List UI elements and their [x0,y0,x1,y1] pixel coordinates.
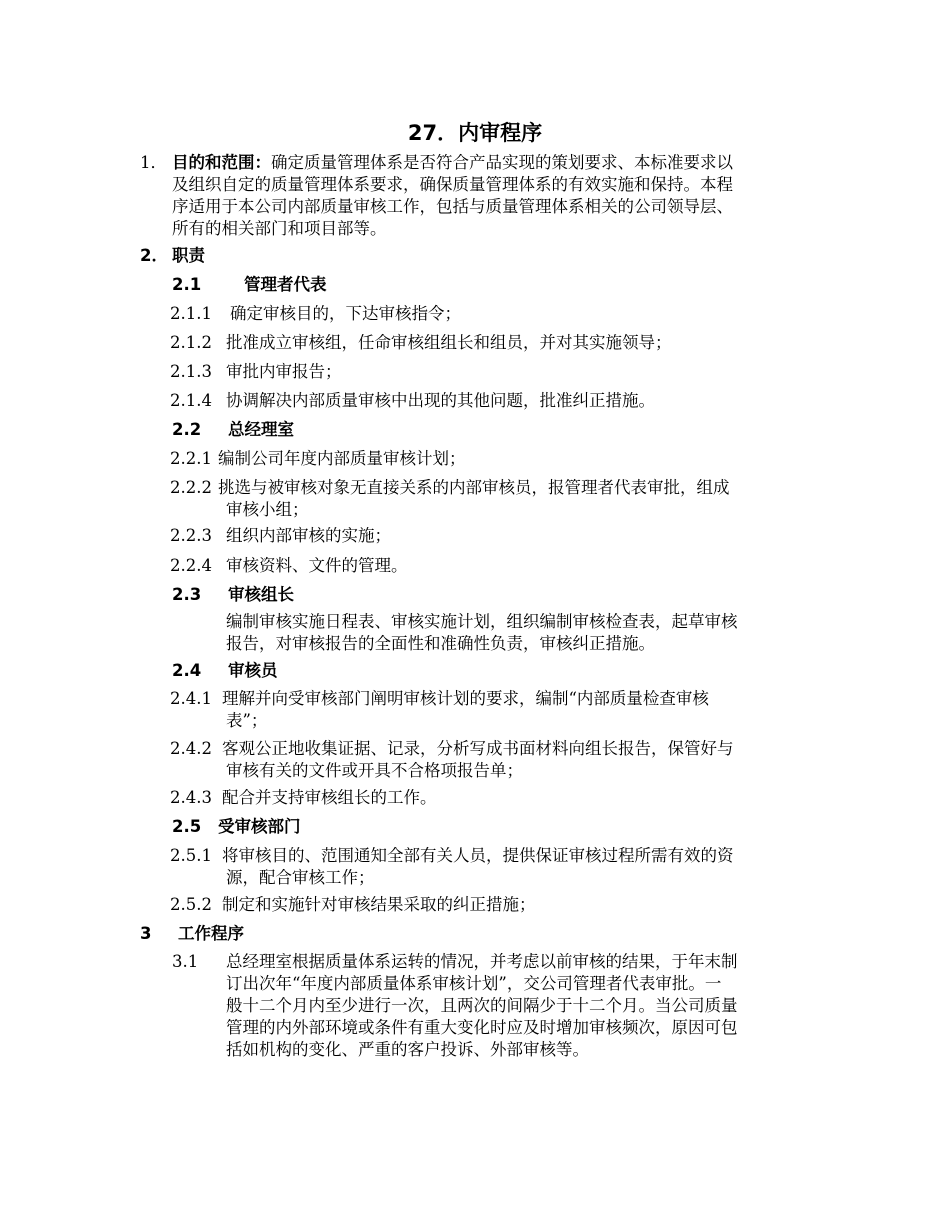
section-2-4-number: 2.4 [172,661,202,680]
item-2-4-3-text: 配合并支持审核组长的工作。 [222,788,437,807]
item-2-2-2-text: 挑选与被审核对象无直接关系的内部审核员，报管理者代表审批，组成 [218,478,730,497]
item-2-2-3-number: 2.2.3 [170,526,212,545]
page-title: 27．内审程序 [407,121,543,145]
section-1-number: 1． [140,153,167,172]
item-2-4-1-number: 2.4.1 [170,689,212,708]
item-2-2-1-number: 2.2.1 [170,449,212,468]
item-3-1-text-line-5: 括如机构的变化、严重的客户投诉、外部审核等。 [226,1040,589,1059]
section-2-4-heading: 审核员 [228,661,278,680]
item-2-2-3-text: 组织内部审核的实施； [226,526,391,545]
section-1-label: 目的和范围： [172,153,271,172]
item-2-1-2-text: 批准成立审核组，任命审核组组长和组员，并对其实施领导； [226,333,672,352]
item-2-5-1-text: 将审核目的、范围通知全部有关人员，提供保证审核过程所需有效的资 [222,846,734,865]
section-3-heading: 工作程序 [178,924,244,943]
item-3-1-number: 3.1 [172,952,199,971]
item-3-1-text-line-4: 管理的内外部环境或条件有重大变化时应及时增加审核频次，原因可包 [226,1018,738,1037]
section-2-heading: 职责 [172,246,205,265]
item-2-4-2-text-cont: 审核有关的文件或开具不合格项报告单； [226,761,523,780]
item-2-2-2-number: 2.2.2 [170,478,212,497]
section-2-number: 2． [140,246,168,265]
item-2-5-1-number: 2.5.1 [170,846,212,865]
section-1-text-line-4: 所有的相关部门和项目部等。 [172,219,387,238]
item-2-5-2-number: 2.5.2 [170,895,212,914]
item-2-4-2-text: 客观公正地收集证据、记录，分析写成书面材料向组长报告，保管好与 [222,739,734,758]
item-2-2-4-text: 审核资料、文件的管理。 [226,556,408,575]
section-2-3-number: 2.3 [172,585,202,604]
item-2-2-4-number: 2.2.4 [170,556,212,575]
section-2-2-number: 2.2 [172,420,202,439]
item-2-1-4-number: 2.1.4 [170,391,212,410]
item-2-4-1-text: 理解并向受审核部门阐明审核计划的要求，编制“内部质量检查审核 [222,689,709,708]
section-2-2-heading: 总经理室 [228,420,294,439]
item-2-1-3-number: 2.1.3 [170,362,212,381]
section-2-1-heading: 管理者代表 [244,275,327,294]
item-2-2-1-text: 编制公司年度内部质量审核计划； [218,449,466,468]
item-2-4-3-number: 2.4.3 [170,788,212,807]
item-3-1-text-line-3: 般十二个月内至少进行一次，且两次的间隔少于十二个月。当公司质量 [226,996,738,1015]
section-2-3-heading: 审核组长 [228,585,294,604]
item-2-2-2-text-cont: 审核小组； [226,500,309,519]
section-1-text-start: 确定质量管理体系是否符合产品实现的策划要求、本标准要求以 [271,153,733,172]
section-2-3-text-line-2: 报告，对审核报告的全面性和准确性负责，审核纠正措施。 [226,634,655,653]
item-3-1-text-line-1: 总经理室根据质量体系运转的情况，并考虑以前审核的结果，于年末制 [226,952,738,971]
item-2-5-1-text-cont: 源，配合审核工作； [226,868,375,887]
item-2-1-1-number: 2.1.1 [170,304,212,323]
section-2-3-text-line-1: 编制审核实施日程表、审核实施计划，组织编制审核检查表，起草审核 [226,612,738,631]
item-2-1-1-text: 确定审核目的，下达审核指令； [230,304,461,323]
item-3-1-text-line-2: 订出次年“年度内部质量体系审核计划”，交公司管理者代表审批。一 [226,974,722,993]
section-1-text-line-1 [172,152,733,174]
section-1-text-line-2: 及组织自定的质量管理体系要求，确保质量管理体系的有效实施和保持。本程 [172,175,733,194]
item-2-4-1-text-cont: 表”； [226,711,268,730]
section-3-number: 3 [140,924,152,943]
section-2-5-heading: 受审核部门 [218,817,301,836]
item-2-1-2-number: 2.1.2 [170,333,212,352]
item-2-1-3-text: 审批内审报告； [226,362,342,381]
item-2-5-2-text: 制定和实施针对审核结果采取的纠正措施； [222,895,536,914]
item-2-1-4-text: 协调解决内部质量审核中出现的其他问题，批准纠正措施。 [226,391,655,410]
section-2-5-number: 2.5 [172,817,202,836]
section-2-1-number: 2.1 [172,275,202,294]
item-2-4-2-number: 2.4.2 [170,739,212,758]
section-1-text-line-3: 序适用于本公司内部质量审核工作，包括与质量管理体系相关的公司领导层、 [172,197,733,216]
